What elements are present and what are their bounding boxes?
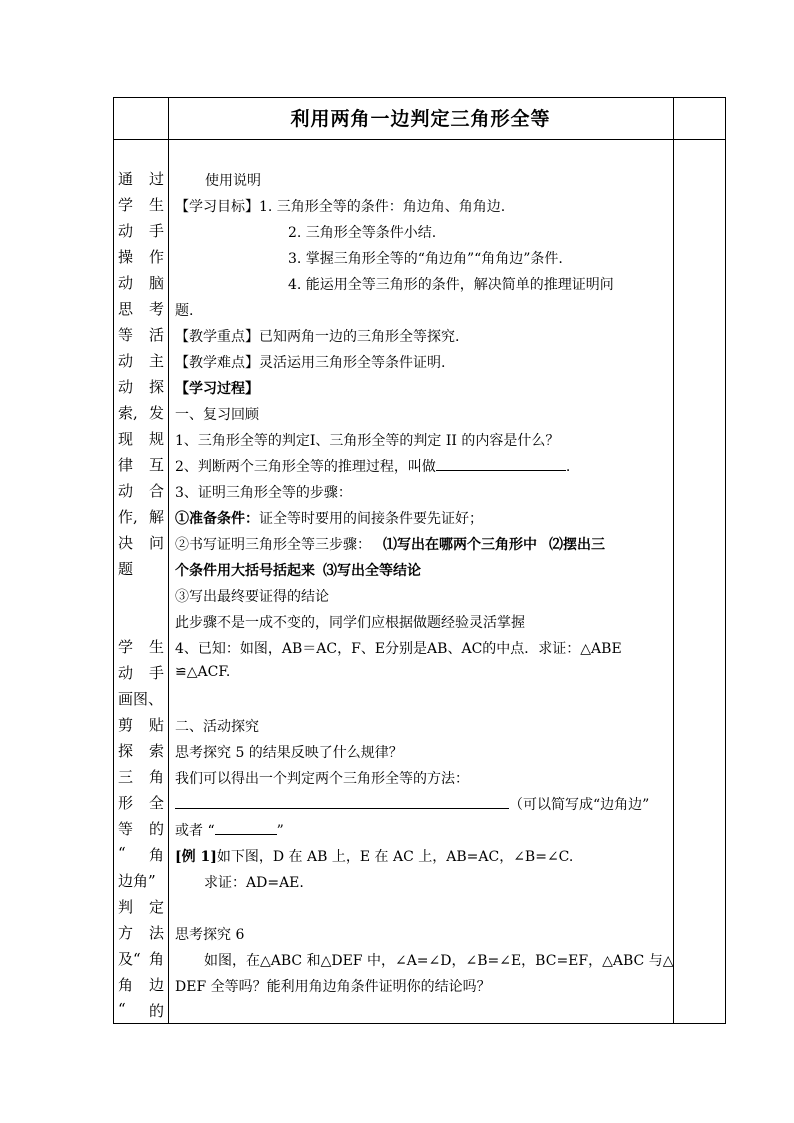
side-char: 作 — [148, 248, 164, 266]
side-line — [118, 974, 164, 995]
side-char: 索, — [118, 404, 138, 422]
side-char: 等 — [118, 326, 134, 344]
step-2a: ⑴写出在哪两个三角形中 — [383, 537, 537, 553]
step-2-text: ②书写证明三角形全等三步骤： — [175, 537, 371, 553]
side-line — [118, 428, 164, 449]
table-divider-left — [168, 97, 169, 1024]
side-char: 边角” — [118, 872, 156, 890]
note: 此步骤不是一成不变的，同学们应根据做题经验灵活掌握 — [175, 615, 525, 631]
explore-heading: 二、活动探究 — [175, 719, 259, 735]
side-char: 全 — [148, 794, 164, 812]
side-char: 问 — [148, 534, 164, 552]
example-tag: [例 1] — [175, 849, 217, 865]
side-char: 学 — [118, 196, 134, 214]
side-line — [118, 480, 164, 501]
side-line — [118, 298, 164, 319]
explore-6b: DEF 全等吗？能利用角边角条件证明你的结论吗？ — [175, 979, 491, 995]
side-char: 探 — [148, 378, 164, 396]
side-char: 过 — [148, 170, 164, 188]
method-line — [175, 794, 649, 814]
example-text: 如下图，D 在 AB 上，E 在 AC 上，AB=AC，∠B=∠C. — [216, 849, 574, 865]
side-char: 解 — [148, 508, 164, 526]
table-border-bottom — [113, 1023, 726, 1024]
side-char: “ — [118, 1000, 126, 1018]
side-char: 生 — [148, 638, 164, 656]
step-2d: ⑶写出全等结论 — [323, 563, 421, 579]
side-line — [118, 740, 164, 761]
goal-1: 1. 三角形全等的条件：角边角、角角边. — [259, 199, 506, 215]
side-line — [118, 558, 164, 579]
side-char: 角 — [148, 768, 164, 786]
usage-label: 使用说明 — [205, 173, 261, 189]
side-char: 角 — [148, 950, 164, 968]
side-line — [118, 844, 164, 865]
table-border-top — [113, 97, 726, 98]
side-char: 法 — [148, 924, 164, 942]
key-text: 已知两角一边的三角形全等探究. — [259, 329, 460, 345]
goal-4-cont: 题. — [175, 303, 194, 319]
side-char: 形 — [118, 794, 134, 812]
q2-end: . — [565, 459, 571, 475]
question-1: 1、三角形全等的判定Ⅰ、三角形全等的判定 II 的内容是什么？ — [175, 433, 560, 449]
side-char: 思 — [118, 300, 134, 318]
side-char: 合 — [148, 482, 164, 500]
side-char: 规 — [148, 430, 164, 448]
side-char: 动 — [118, 274, 134, 292]
side-line — [118, 662, 164, 683]
side-char: 动 — [118, 482, 134, 500]
goal-4: 4. 能运用全等三角形的条件，解决简单的推理证明问 — [288, 277, 614, 293]
side-char: 决 — [118, 534, 134, 552]
side-char: 作, — [118, 508, 138, 526]
step-2c: 个条件用大括号括起来 — [175, 563, 315, 579]
side-line — [118, 688, 164, 709]
side-line — [118, 922, 164, 943]
table-border-left — [113, 97, 114, 1024]
side-char: 判 — [118, 898, 134, 916]
side-char: 现 — [118, 430, 134, 448]
question-3: 3、证明三角形全等的步骤： — [175, 485, 352, 501]
side-line — [118, 870, 164, 891]
side-line — [118, 454, 164, 475]
side-char: 发 — [148, 404, 164, 422]
side-char: 剪 — [118, 716, 134, 734]
question-4-cont: ≌△ACF. — [175, 664, 231, 680]
side-char: 律 — [118, 456, 134, 474]
review-heading: 一、复习回顾 — [175, 407, 259, 423]
side-char: “ — [118, 844, 126, 862]
or-line — [175, 820, 284, 840]
side-char: 脑 — [148, 274, 164, 292]
side-char: 角 — [118, 976, 134, 994]
or-text: 或者 “ — [175, 823, 215, 839]
q2-text: 2、判断两个三角形全等的推理过程，叫做 — [175, 459, 436, 475]
blank-line — [215, 821, 277, 835]
goal-line-1 — [175, 196, 505, 216]
difficult-point — [175, 352, 445, 372]
explore-5b: 我们可以得出一个判定两个三角形全等的方法： — [175, 771, 469, 787]
side-char: 动 — [118, 378, 134, 396]
side-char: 索 — [148, 742, 164, 760]
side-char: 角 — [148, 846, 164, 864]
table-divider-right — [673, 97, 674, 1024]
step-3: ③写出最终要证得的结论 — [175, 589, 329, 605]
blank-line — [436, 457, 566, 471]
side-char: 及“ — [118, 950, 141, 968]
side-char: 学 — [118, 638, 134, 656]
side-line — [118, 246, 164, 267]
step-1-text: 证全等时要用的间接条件要先证好； — [259, 511, 483, 527]
example-1 — [175, 846, 573, 866]
side-char: 主 — [148, 352, 164, 370]
side-line — [118, 272, 164, 293]
side-line — [118, 324, 164, 345]
explore-6a: 如图，在△ABC 和△DEF 中，∠A=∠D，∠B=∠E，BC=EF，△ABC 与△ — [204, 953, 674, 969]
side-char: 动 — [118, 664, 134, 682]
side-char: 活 — [148, 326, 164, 344]
abbr-text: （可以简写成“边角边” — [509, 797, 650, 813]
side-line — [118, 350, 164, 371]
side-line — [118, 948, 164, 969]
table-border-right — [725, 97, 726, 1024]
step-2b: ⑵摆出三 — [549, 537, 605, 553]
question-4: 4、已知：如图，AB＝AC，F、E分别是AB、AC的中点．求证：△ABE — [175, 641, 622, 657]
side-char: 贴 — [148, 716, 164, 734]
side-char: 等 — [118, 820, 134, 838]
explore-6: 思考探究 6 — [175, 927, 245, 943]
step-1-tag: ①准备条件： — [175, 511, 259, 527]
side-line — [118, 1000, 164, 1021]
side-char: 边 — [148, 976, 164, 994]
side-line — [118, 376, 164, 397]
side-line — [118, 220, 164, 241]
explore-5: 思考探究 5 的结果反映了什么规律？ — [175, 745, 403, 761]
key-tag: 【教学重点】 — [175, 329, 259, 345]
step-1 — [175, 508, 483, 528]
side-line — [118, 818, 164, 839]
side-line — [118, 506, 164, 527]
side-line — [118, 636, 164, 657]
side-line — [118, 168, 164, 189]
side-line — [118, 766, 164, 787]
side-char: 考 — [148, 300, 164, 318]
side-char: 题 — [118, 560, 134, 578]
side-char: 手 — [148, 664, 164, 682]
side-line — [118, 792, 164, 813]
side-line — [118, 194, 164, 215]
side-char: 探 — [118, 742, 134, 760]
side-char: 通 — [118, 170, 134, 188]
side-char: 互 — [148, 456, 164, 474]
blank-line — [175, 795, 509, 809]
prove-line: 求证：AD=AE. — [204, 875, 304, 891]
or-end: ” — [276, 823, 284, 839]
side-char: 方 — [118, 924, 134, 942]
side-line — [118, 402, 164, 423]
side-char: 动 — [118, 222, 134, 240]
side-line — [118, 714, 164, 735]
goal-2: 2. 三角形全等条件小结. — [288, 225, 437, 241]
diff-tag: 【教学难点】 — [175, 355, 259, 371]
side-char: 生 — [148, 196, 164, 214]
key-point — [175, 326, 459, 346]
page-title: 利用两角一边判定三角形全等 — [290, 108, 551, 130]
side-char: 操 — [118, 248, 134, 266]
side-char: 的 — [148, 820, 164, 838]
side-char: 动 — [118, 352, 134, 370]
side-char: 画图、 — [118, 690, 164, 708]
side-char: 三 — [118, 768, 134, 786]
diff-text: 灵活运用三角形全等条件证明. — [259, 355, 446, 371]
side-char: 手 — [148, 222, 164, 240]
table-border-header — [113, 139, 726, 140]
side-line — [118, 532, 164, 553]
side-char: 的 — [148, 1002, 164, 1020]
process-heading: 【学习过程】 — [175, 381, 259, 397]
side-char: 定 — [148, 898, 164, 916]
step-2 — [175, 534, 605, 554]
question-2 — [175, 456, 570, 476]
step-2-cont — [175, 560, 421, 580]
goal-3: 3. 掌握三角形全等的“角边角”“角角边”条件. — [288, 251, 563, 267]
goal-tag: 【学习目标】 — [175, 199, 259, 215]
side-line — [118, 896, 164, 917]
